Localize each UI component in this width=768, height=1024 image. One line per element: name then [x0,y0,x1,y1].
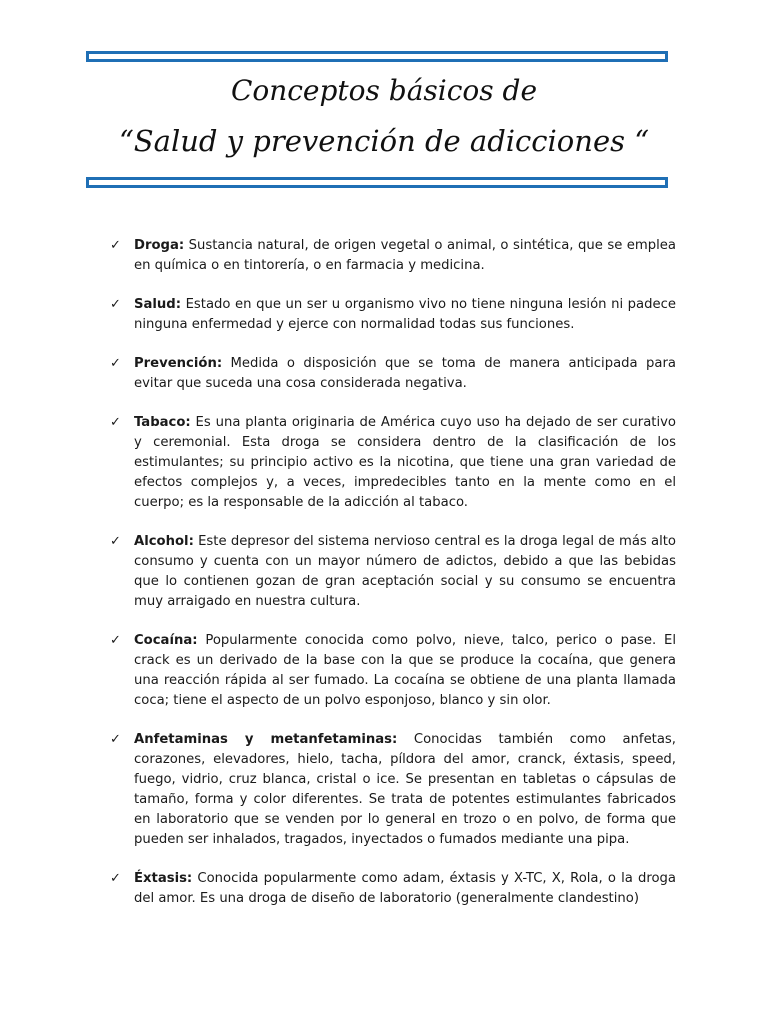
term-label: Cocaína: [134,633,198,648]
list-item-cocaina [110,631,676,711]
definition-text: Popularmente conocida como polvo, nieve, talco, perico o pase. El crack es un derivado de la base con la que se produce la cocaína, que genera una reacción rápida al ser fumado. La cocaína se obtiene de una planta llamada coca; tiene el aspecto de un polvo esponjoso, blanco y sin olor. [134,633,676,708]
list-item-extasis [110,869,676,909]
term-label: Prevención: [134,356,223,371]
definition-text: Estado en que un ser u organismo vivo no tiene ninguna lesión ni padece ninguna enfermedad y ejerce con normalidad todas sus funciones. [134,297,676,332]
list-item-droga [110,236,676,276]
term-label: Tabaco: [134,415,191,430]
term-label: Éxtasis: [134,871,193,886]
checkmark-icon: ✓ [110,297,121,312]
header-bottom-border [86,177,668,188]
list-item-tabaco [110,413,676,513]
term-label: Alcohol: [134,534,194,549]
checkmark-icon: ✓ [110,534,121,549]
definition-text: Medida o disposición que se toma de manera anticipada para evitar que suceda una cosa considerada negativa. [134,356,676,391]
checkmark-icon: ✓ [110,871,121,886]
document-title-line2: “Salud y prevención de adicciones “ [118,124,650,158]
list-item-prevencion [110,354,676,394]
list-item-salud [110,295,676,335]
concepts-list [110,236,676,928]
definition-text: Es una planta originaria de América cuyo uso ha dejado de ser curativo y ceremonial. Esta droga se considera dentro de la clasificación de los estimulantes; su principio activo es la nicotina, que tiene una gran variedad de efectos complejos y, a veces, impredecibles tanto en la mente como en el cuerpo; es la responsable de la adicción al tabaco. [134,415,676,510]
checkmark-icon: ✓ [110,356,121,371]
list-item-alcohol [110,532,676,612]
checkmark-icon: ✓ [110,238,121,253]
definition-text: Conocidas también como anfetas, corazones, elevadores, hielo, tacha, píldora del amor, cranck, éxtasis, speed, fuego, vidrio, cruz blanca, cristal o ice. Se presentan en tabletas o cápsulas de tamaño, forma y color diferentes. Se trata de potentes estimulantes fabricados en laboratorio que se venden por lo general en trozo o en polvo, de forma que pueden ser inhalados, tragados, inyectados o fumados mediante una pipa. [134,732,676,847]
definition-text: Este depresor del sistema nervioso central es la droga legal de más alto consumo y cuenta con un mayor número de adictos, debido a que las bebidas que lo contienen gozan de gran aceptación social y su consumo se encuentra muy arraigado en nuestra cultura. [134,534,676,609]
checkmark-icon: ✓ [110,415,121,430]
term-label: Anfetaminas y metanfetaminas: [134,732,398,747]
definition-text: Conocida popularmente como adam, éxtasis y X-TC, X, Rola, o la droga del amor. Es una droga de diseño de laboratorio (generalmente clandestino) [134,871,676,906]
checkmark-icon: ✓ [110,633,121,648]
header-top-border [86,51,668,62]
term-label: Salud: [134,297,182,312]
definition-text: Sustancia natural, de origen vegetal o animal, o sintética, que se emplea en química o en tintorería, o en farmacia y medicina. [134,238,676,273]
list-item-anfetaminas [110,730,676,850]
document-title-line1: Conceptos básicos de [230,74,538,107]
term-label: Droga: [134,238,185,253]
checkmark-icon: ✓ [110,732,121,747]
